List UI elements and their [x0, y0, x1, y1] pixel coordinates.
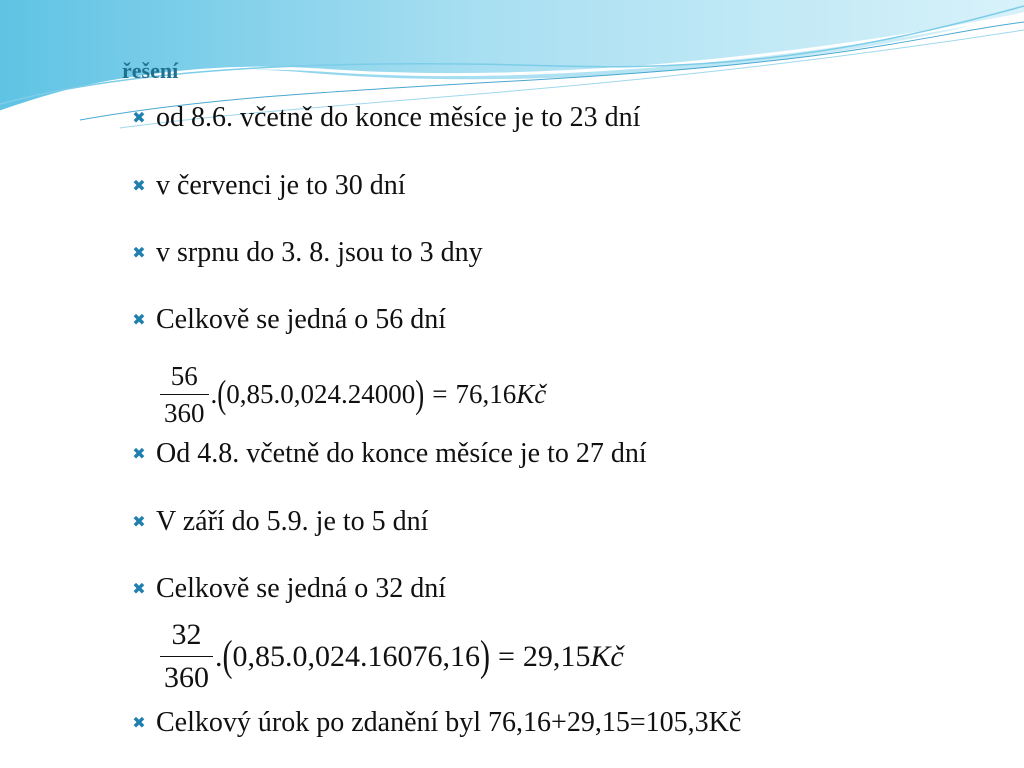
close-paren: ) [480, 631, 490, 680]
fraction-denominator: 360 [160, 394, 209, 431]
formula-result: 76,16 [455, 379, 517, 409]
x-mark-icon: ✖ [132, 444, 146, 463]
fraction-numerator: 56 [170, 361, 198, 391]
bullet-item [130, 303, 446, 337]
bullet-item [130, 706, 741, 740]
x-mark-icon: ✖ [132, 243, 146, 262]
fraction [160, 358, 209, 431]
open-paren: ( [222, 631, 233, 680]
multiply-dot: . [215, 639, 223, 673]
x-mark-icon: ✖ [132, 579, 146, 598]
fraction-numerator: 32 [171, 618, 202, 651]
currency-unit: Kč [516, 379, 547, 409]
x-mark-icon: ✖ [132, 713, 146, 732]
x-mark-icon: ✖ [132, 108, 146, 127]
x-mark-icon: ✖ [132, 512, 146, 531]
bullet-item [130, 505, 428, 539]
bullet-text: V září do 5.9. je to 5 dní [156, 506, 429, 537]
bullet-text: Celkově se jedná o 56 dní [156, 304, 447, 335]
multiply-dot: . [210, 379, 218, 409]
formula-result: 29,15 [522, 639, 591, 673]
bullet-item [130, 169, 406, 203]
formula-expression: 0,85.0,024.24000 [226, 379, 416, 409]
interest-formula-1 [160, 358, 546, 431]
bullet-text: Celkově se jedná o 32 dní [156, 573, 447, 604]
bullet-text: v srpnu do 3. 8. jsou to 3 dny [156, 237, 483, 268]
formula-expression: 0,85.0,024.16076,16 [232, 639, 480, 673]
bullet-item [130, 572, 446, 606]
x-mark-icon: ✖ [132, 176, 146, 195]
bullet-item [130, 236, 483, 270]
bullet-text: v červenci je to 30 dní [156, 170, 406, 201]
currency-unit: Kč [590, 639, 624, 673]
bullet-item [130, 101, 640, 135]
open-paren: ( [217, 372, 227, 416]
equals-sign: = [498, 639, 515, 673]
bullet-item [130, 437, 647, 471]
bullet-text: Od 4.8. včetně do konce měsíce je to 27 dní [156, 438, 647, 469]
close-paren: ) [415, 372, 425, 416]
fraction [160, 614, 213, 699]
bullet-text: Celkový úrok po zdanění byl 76,16+29,15=105,3Kč [156, 707, 742, 738]
slide-title: řešení [122, 58, 179, 83]
bullet-text: od 8.6. včetně do konce měsíce je to 23 dní [156, 102, 641, 133]
interest-formula-2 [160, 614, 624, 699]
equals-sign: = [432, 379, 448, 409]
x-mark-icon: ✖ [132, 310, 146, 329]
fraction-denominator: 360 [160, 656, 213, 699]
